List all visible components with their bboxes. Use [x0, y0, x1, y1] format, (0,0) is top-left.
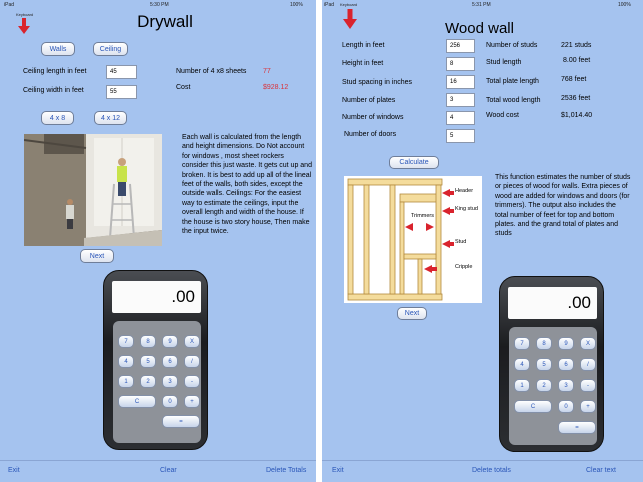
calculator [103, 270, 208, 450]
calc-key-2[interactable]: 2 [536, 379, 552, 392]
calc-key-8[interactable]: 8 [536, 337, 552, 350]
delete-totals-link[interactable]: Delete Totals [266, 467, 307, 474]
calc-key-0[interactable]: 0 [558, 400, 574, 413]
exit-link[interactable]: Exit [8, 467, 20, 474]
calculator-display: .00 [112, 281, 201, 313]
studs-count-label: Number of studs [486, 42, 538, 49]
plates-label: Number of plates [342, 97, 396, 104]
calc-key-2[interactable]: 2 [140, 375, 156, 388]
wood-length-value: 2536 feet [561, 95, 591, 102]
windows-input[interactable]: 4 [446, 111, 475, 125]
size-4x12-button[interactable]: 4 x 12 [94, 111, 127, 125]
length-label: Length in feet [342, 42, 385, 49]
cost-value: $928.12 [263, 84, 289, 91]
calc-key-3[interactable]: 3 [162, 375, 178, 388]
calc-key-8[interactable]: 8 [140, 335, 156, 348]
keyboard-label: Keyboard [340, 2, 358, 7]
wood-cost-value: $1,014.40 [561, 112, 593, 119]
exit-link[interactable]: Exit [332, 467, 344, 474]
status-device: iPad [4, 2, 15, 8]
plate-length-label: Total plate length [486, 78, 539, 85]
walls-button[interactable]: Walls [41, 42, 75, 56]
length-input[interactable]: 256 [446, 39, 475, 53]
calc-key-equals[interactable]: = [558, 421, 596, 434]
bottom-toolbar [322, 460, 643, 482]
clear-text-link[interactable]: Clear text [586, 467, 616, 474]
bottom-toolbar [0, 460, 316, 482]
diagram-header-label: Header [455, 188, 474, 194]
next-button[interactable]: Next [397, 307, 427, 320]
page-title: Drywall [137, 12, 193, 31]
diagram-trimmers-label: Trimmers [411, 213, 435, 219]
calc-key-7[interactable]: 7 [514, 337, 530, 350]
ceiling-width-input[interactable]: 55 [106, 85, 137, 99]
drywall-screen [0, 0, 316, 482]
size-4x8-button[interactable]: 4 x 8 [41, 111, 74, 125]
calculator-keypad [113, 321, 201, 443]
keyboard-dismiss-arrow-icon[interactable] [343, 9, 357, 29]
calc-key-5[interactable]: 5 [536, 358, 552, 371]
calc-key-6[interactable]: 6 [558, 358, 574, 371]
wood-wall-screen [322, 0, 643, 482]
calc-key-multiply[interactable]: X [184, 335, 200, 348]
diagram-cripple-label: Cripple [455, 264, 473, 270]
calc-key-equals[interactable]: = [162, 415, 200, 428]
diagram-stud-label: Stud [455, 239, 467, 245]
windows-label: Number of windows [342, 114, 404, 121]
plates-input[interactable]: 3 [446, 93, 475, 107]
wood-cost-label: Wood cost [486, 112, 519, 119]
delete-totals-link[interactable]: Delete totals [472, 467, 511, 474]
plate-length-value: 768 feet [561, 76, 587, 83]
stud-spacing-input[interactable]: 16 [446, 75, 475, 89]
status-device: iPad [324, 2, 335, 8]
drywall-description: Each wall is calculated from the length and height dimensions. Do Not account for windows , most sheet rockers consider this just waste. It gets cut up and broken. It is best to add up all of the lineal feet of the walls, both sides, except the outside walls. Ceilings: For the easiest way to estimate the ceilings, input the overall length and width of the house. If the house is two story house, Then make the input twice. [182, 134, 312, 236]
height-label: Height in feet [342, 60, 384, 67]
studs-count-value: 221 studs [561, 42, 592, 49]
calc-key-0[interactable]: 0 [162, 395, 178, 408]
calc-key-plus[interactable]: + [580, 400, 596, 413]
calc-key-7[interactable]: 7 [118, 335, 134, 348]
status-battery: 100% [618, 2, 631, 8]
cost-label: Cost [176, 84, 191, 91]
calc-key-divide[interactable]: / [184, 355, 200, 368]
keyboard-label: Keyboard [16, 12, 34, 17]
stud-length-label: Stud length [486, 59, 522, 66]
ceiling-length-input[interactable]: 45 [106, 65, 137, 79]
calc-key-plus[interactable]: + [184, 395, 200, 408]
wood-length-label: Total wood length [486, 97, 541, 104]
status-battery: 100% [290, 2, 303, 8]
calculator-display: .00 [508, 287, 597, 319]
stud-length-value: 8.00 feet [563, 57, 591, 64]
calc-key-minus[interactable]: - [184, 375, 200, 388]
calc-key-clear[interactable]: C [514, 400, 552, 413]
diagram-king-stud-label: King stud [455, 206, 478, 212]
sheets-value: 77 [263, 68, 271, 75]
calculate-button[interactable]: Calculate [389, 156, 439, 169]
calc-key-9[interactable]: 9 [162, 335, 178, 348]
ceiling-button[interactable]: Ceiling [93, 42, 128, 56]
calc-key-clear[interactable]: C [118, 395, 156, 408]
wood-wall-description: This function estimates the number of studs or pieces of wood for walls. Extra pieces of wood are added for windows and doors (for trimmers). The output also includes the total number of feet for top and bottom plates. and the grand total of plates and studs [495, 174, 631, 238]
clear-link[interactable]: Clear [160, 467, 177, 474]
doors-label: Number of doors [344, 131, 397, 138]
calc-key-minus[interactable]: - [580, 379, 596, 392]
doors-input[interactable]: 5 [446, 129, 475, 143]
calc-key-9[interactable]: 9 [558, 337, 574, 350]
calc-key-multiply[interactable]: X [580, 337, 596, 350]
calc-key-4[interactable]: 4 [514, 358, 530, 371]
calc-key-1[interactable]: 1 [514, 379, 530, 392]
next-button[interactable]: Next [80, 249, 114, 263]
sheets-label: Number of 4 x8 sheets [176, 68, 247, 75]
stud-spacing-label: Stud spacing in inches [342, 79, 413, 86]
calc-key-5[interactable]: 5 [140, 355, 156, 368]
drywall-installation-photo [24, 134, 162, 246]
status-time: 5:31 PM [472, 2, 491, 8]
calc-key-6[interactable]: 6 [162, 355, 178, 368]
ceiling-width-label: Ceiling width in feet [23, 87, 84, 94]
keyboard-dismiss-arrow-icon[interactable] [18, 18, 30, 34]
calc-key-3[interactable]: 3 [558, 379, 574, 392]
height-input[interactable]: 8 [446, 57, 475, 71]
ceiling-length-label: Ceiling length in feet [23, 68, 87, 75]
calc-key-1[interactable]: 1 [118, 375, 134, 388]
calculator-keypad [509, 327, 597, 445]
calc-key-4[interactable]: 4 [118, 355, 134, 368]
wall-framing-diagram [344, 176, 482, 303]
status-time: 5:30 PM [150, 2, 169, 8]
page-title: Wood wall [445, 20, 514, 37]
calculator [499, 276, 604, 452]
calc-key-divide[interactable]: / [580, 358, 596, 371]
